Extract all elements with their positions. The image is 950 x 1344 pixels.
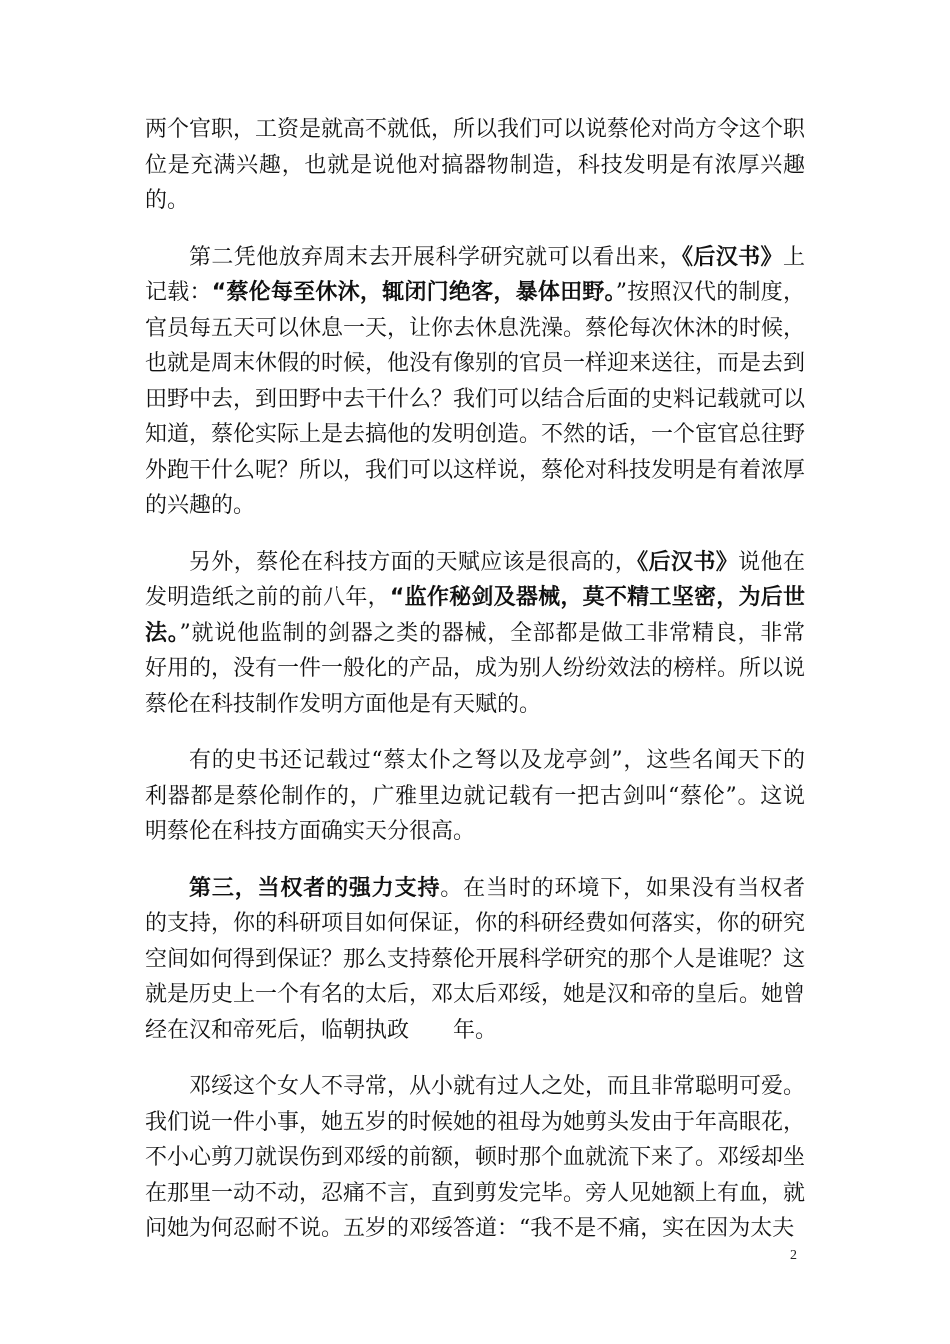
text-segment: ”按照汉代的制度，官员每五天可以休息一天，让你去休息洗澡。蔡伦每次休沐的时候，也就是周末休假的时候，他没有像别的官员一样迎来送往，而是去到田野中去，到田野中去干什么？我们可以结合后面的史料记载就可以知道，蔡伦实际上是去搞他的发明创造。不然的话，一个宦官总往野外跑干什么呢？所以，我们可以这样说，蔡伦对科技发明是有着浓厚的兴趣的。 bbox=[145, 280, 806, 518]
bold-text-segment: “监作秘剑及器械，莫不精工坚密，为后世法。 bbox=[145, 585, 805, 646]
bold-text-segment: 《后汉书》 bbox=[681, 244, 783, 270]
text-segment: 两个官职，工资是就高不就低，所以我们可以说蔡伦对尚方令这个职位是充满兴趣，也就是说他对搞器物制造，科技发明是有浓厚兴趣的。 bbox=[145, 117, 806, 213]
paragraph bbox=[145, 112, 805, 219]
document-body bbox=[145, 112, 805, 1268]
text-segment: ”就说他监制的剑器之类的器械，全部都是做工非常精良，非常好用的，没有一件一般化的产品，成为别人纷纷效法的榜样。所以说蔡伦在科技制作发明方面他是有天赋的。 bbox=[145, 620, 806, 717]
bold-text-segment: “蔡伦每至休沐，辄闭门绝客，暴体田野。 bbox=[211, 280, 616, 305]
paragraph bbox=[145, 871, 805, 1049]
text-segment: 第二凭他放弃周末去开展科学研究就可以看出来， bbox=[189, 244, 682, 270]
text-segment: 上记载： bbox=[145, 244, 805, 305]
bold-text-segment: 第三，当权者的强力支持 bbox=[189, 875, 441, 901]
text-segment: 说他在发明造纸之前的前八年， bbox=[145, 549, 805, 610]
paragraph bbox=[145, 545, 805, 723]
text-segment: 邓绥这个女人不寻常，从小就有过人之处，而且非常聪明可爱。我们说一件小事，她五岁的时候她的祖母为她剪头发由于年高眼花，不小心剪刀就误伤到邓绥的前额，顿时那个血就流下来了。邓绥却坐在那里一动不动，忍痛不言，直到剪发完毕。旁人见她额上有血，就问她为何忍耐不说。五岁的邓绥答道：“我不是不痛，实在因为太夫 bbox=[145, 1074, 806, 1241]
text-segment: 。在当时的环境下，如果没有当权者的支持，你的科研项目如何保证，你的科研经费如何落实，你的研究空间如何得到保证？那么支持蔡伦开展科学研究的那个人是谁呢？这就是历史上一个有名的太后，邓太后邓绥，她是汉和帝的皇后。她曾经在汉和帝死后，临朝执政 年。 bbox=[145, 875, 806, 1043]
bold-text-segment: 《后汉书》 bbox=[637, 549, 739, 575]
paragraph bbox=[145, 240, 805, 524]
text-segment: 有的史书还记载过“蔡太仆之弩以及龙亭剑”，这些名闻天下的利器都是蔡伦制作的，广雅里边就记载有一把古剑叫“蔡伦”。这说明蔡伦在科技方面确实天分很高。 bbox=[145, 748, 805, 844]
paragraph bbox=[145, 1069, 805, 1247]
text-segment: 另外，蔡伦在科技方面的天赋应该是很高的， bbox=[189, 549, 638, 575]
paragraph bbox=[145, 743, 805, 850]
page-number: 2 bbox=[790, 1248, 797, 1263]
